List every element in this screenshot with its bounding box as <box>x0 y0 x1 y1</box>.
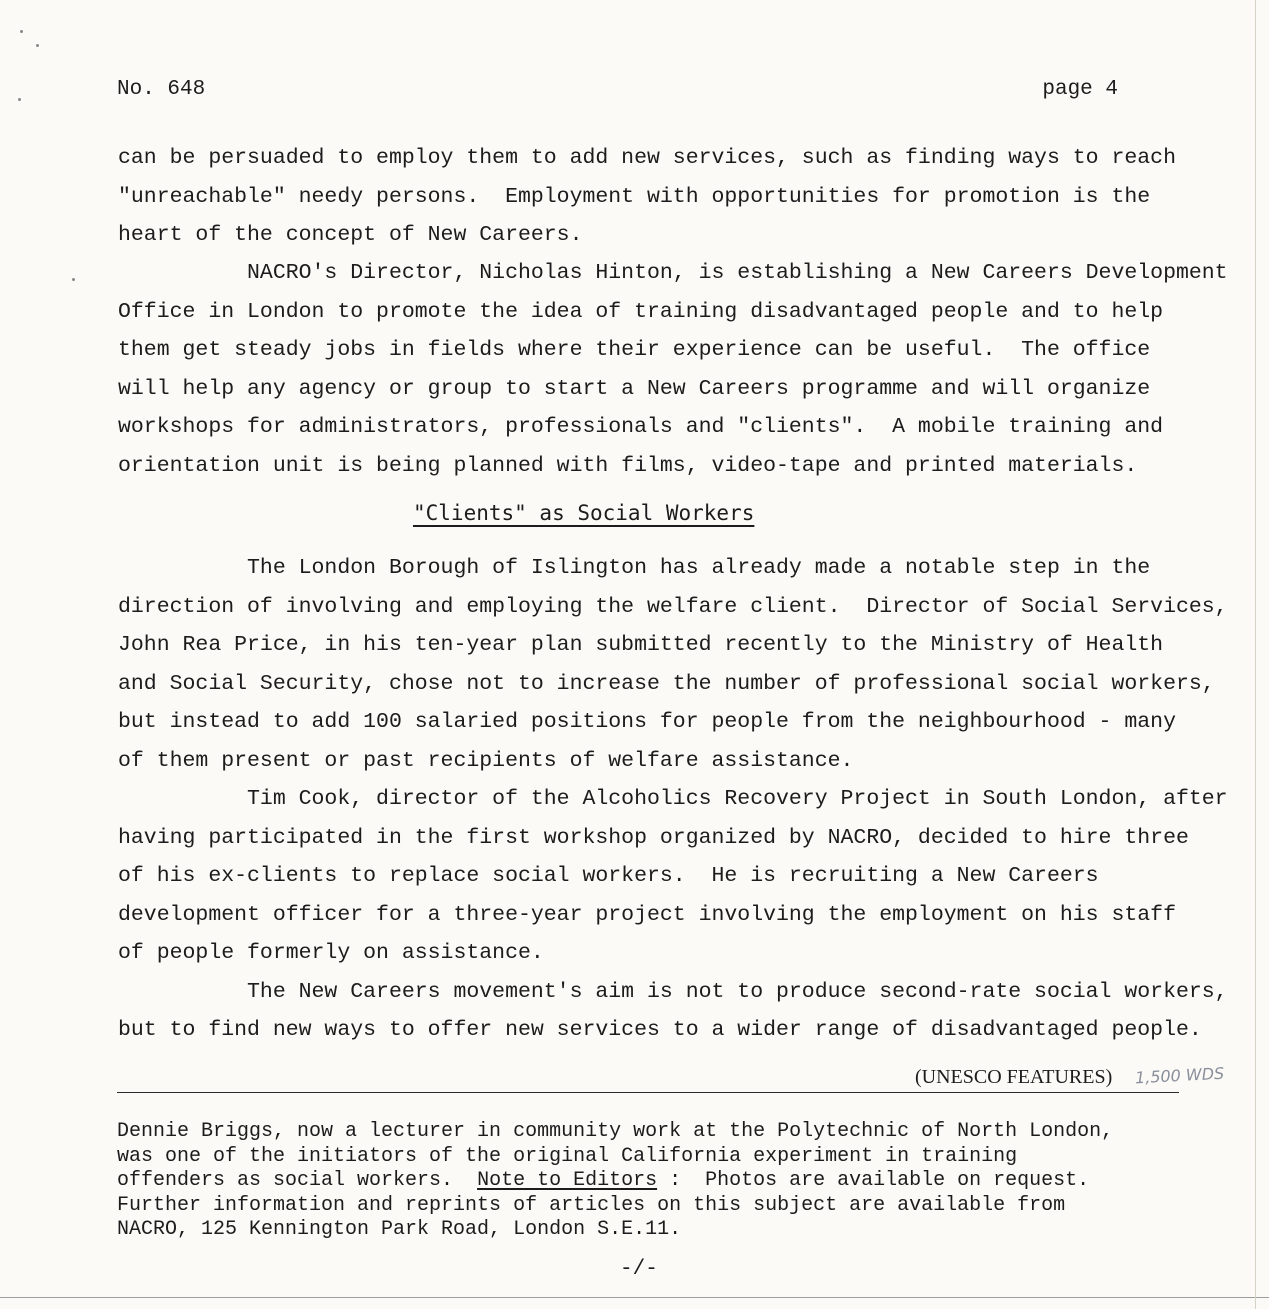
footnote-line: Further information and reprints of articles on this subject are available from <box>117 1193 1066 1217</box>
divider-rule <box>117 1092 1179 1093</box>
paragraph-continuation <box>118 139 1228 255</box>
page-number: page 4 <box>1042 78 1118 101</box>
text-line: of people formerly on assistance. <box>118 941 544 965</box>
text-line: but to find new ways to offer new services to a wider range of disadvantaged people. <box>118 1018 1202 1042</box>
scan-speck <box>20 30 23 33</box>
scan-speck <box>36 44 39 47</box>
text-line: development officer for a three-year project involving the employment on his staff <box>118 902 1176 927</box>
text-line: but instead to add 100 salaried positions for people from the neighbourhood - many <box>118 710 1176 734</box>
page-bottom-edge <box>0 1297 1269 1298</box>
text-line: The New Careers movement's aim is not to produce second-rate social workers, <box>118 979 1228 1004</box>
text-line: Tim Cook, director of the Alcoholics Recovery Project in South London, after <box>118 787 1228 811</box>
end-mark: -/- <box>620 1258 658 1281</box>
page-right-edge <box>1255 0 1256 1309</box>
text-line: heart of the concept of New Careers. <box>118 223 583 247</box>
text-line: Office in London to promote the idea of training disadvantaged people and to help <box>118 299 1164 324</box>
document-number: No. 648 <box>117 78 206 101</box>
paragraphs-clients-social-workers <box>118 549 1228 1050</box>
text-line: having participated in the first workshop organized by NACRO, decided to hire three <box>118 825 1189 850</box>
text-line: NACRO's Director, Nicholas Hinton, is establishing a New Careers Development <box>118 261 1228 285</box>
text-line: will help any agency or group to start a New Careers programme and will organize <box>118 376 1151 401</box>
handwritten-word-count: 1,500 WDS <box>1134 1063 1225 1088</box>
text-line: of them present or past recipients of welfare assistance. <box>118 748 854 773</box>
scan-speck <box>18 98 21 101</box>
footnote-line: was one of the initiators of the original California experiment in training <box>117 1144 1018 1168</box>
text-line: of his ex-clients to replace social workers. He is recruiting a New Careers <box>118 864 1099 888</box>
footnote-text: offenders as social workers. <box>117 1169 478 1192</box>
paragraph-nacro-office <box>118 254 1228 485</box>
footnote-text: : Photos are available on request. <box>657 1169 1090 1192</box>
text-line: direction of involving and employing the welfare client. Director of Social Services, <box>118 594 1228 619</box>
footnote-line: Dennie Briggs, now a lecturer in community work at the Polytechnic of North London, <box>117 1120 1114 1143</box>
footnote-line <box>117 1169 1217 1194</box>
text-line: orientation unit is being planned with films, video-tape and printed materials. <box>118 453 1138 478</box>
text-line: The London Borough of Islington has already made a notable step in the <box>118 556 1151 580</box>
source-credit: (UNESCO FEATURES) <box>915 1066 1113 1088</box>
text-line: can be persuaded to employ them to add new services, such as finding ways to reach <box>118 146 1176 170</box>
note-to-editors-label: Note to Editors <box>477 1169 658 1192</box>
text-line: workshops for administrators, professionals and "clients". A mobile training and <box>118 415 1164 439</box>
editor-footnote <box>117 1120 1217 1243</box>
section-subheading: "Clients" as Social Workers <box>413 501 755 525</box>
scan-speck <box>72 278 75 281</box>
footnote-line: NACRO, 125 Kennington Park Road, London S.E.11. <box>117 1218 682 1241</box>
text-line: John Rea Price, in his ten-year plan submitted recently to the Ministry of Health <box>118 633 1164 657</box>
text-line: and Social Security, chose not to increase the number of professional social workers, <box>118 671 1215 696</box>
text-line: "unreachable" needy persons. Employment with opportunities for promotion is the <box>118 184 1151 209</box>
text-line: them get steady jobs in fields where their experience can be useful. The office <box>118 338 1151 362</box>
